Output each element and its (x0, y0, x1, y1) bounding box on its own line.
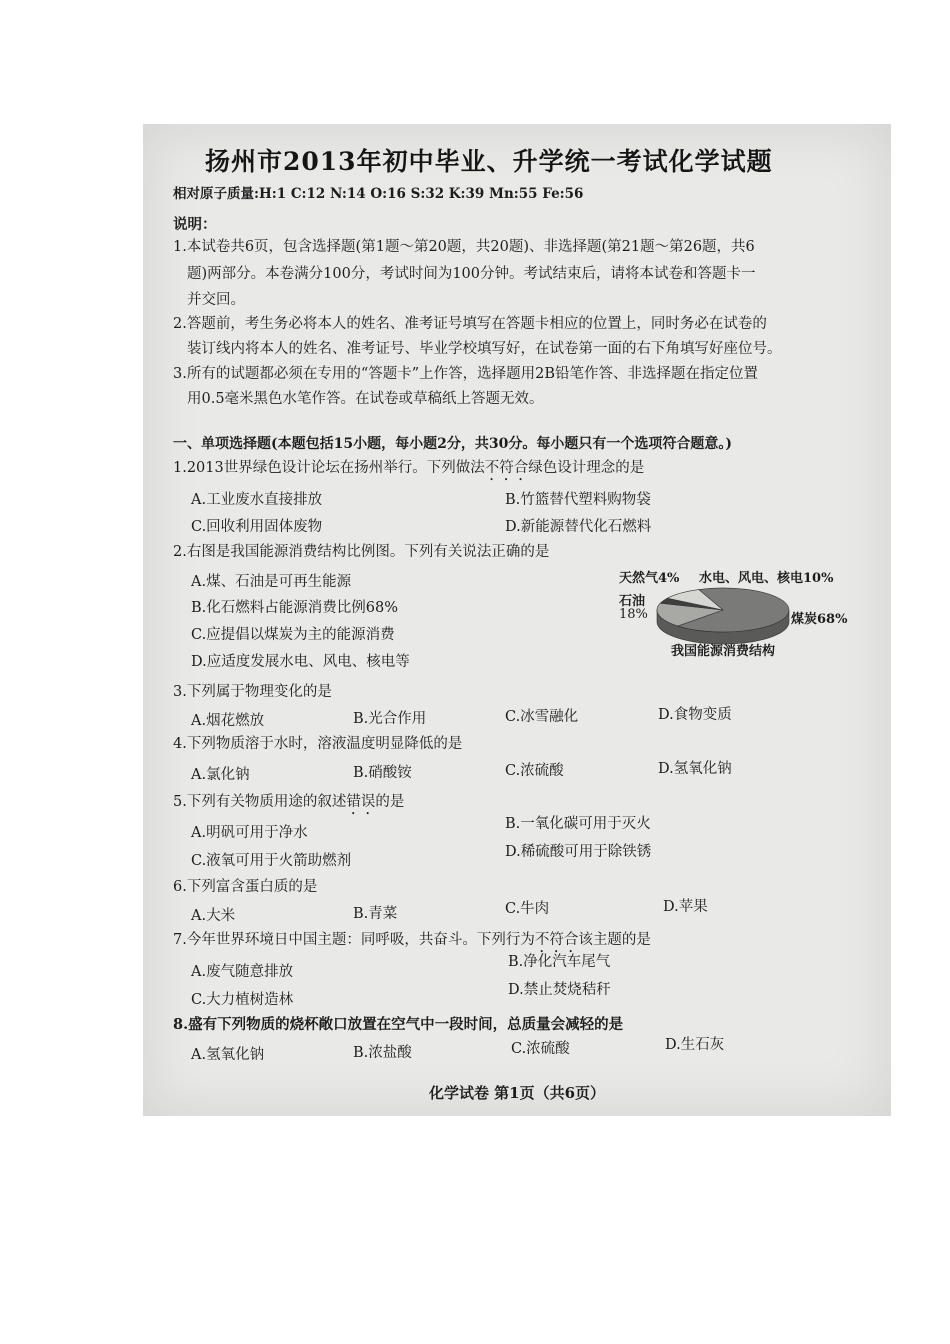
question-2-option-d: D.应适度发展水电、风电、核电等 (191, 654, 410, 670)
question-6-option-b: B.青菜 (353, 906, 398, 922)
exam-title: 扬州市2013年初中毕业、升学统一考试化学试题 (205, 147, 773, 176)
question-3-option-a: A.烟花燃放 (191, 713, 265, 729)
question-5-option-c: C.液氧可用于火箭助燃剂 (191, 853, 352, 869)
instruction-2-line-1: 2.答题前，考生务必将本人的姓名、准考证号填写在答题卡相应的位置上，同时务必在试卷的 (173, 316, 767, 332)
question-5-option-b: B.一氧化碳可用于灭火 (505, 816, 651, 832)
page-footer: 化学试卷 第1页（共6页） (428, 1084, 606, 1102)
question-6-stem: 6.下列富含蛋白质的是 (173, 879, 318, 895)
question-8-stem: 8.盛有下列物质的烧杯敞口放置在空气中一段时间，总质量会减轻的是 (173, 1016, 624, 1033)
instruction-1-line-1: 1.本试卷共6页，包含选择题(第1题～第20题，共20题)、非选择题(第21题～第26题，共6 (173, 239, 755, 255)
question-6-option-a: A.大米 (191, 908, 236, 924)
question-3-option-c: C.冰雪融化 (505, 709, 579, 725)
question-4-stem: 4.下列物质溶于水时，溶液温度明显降低的是 (173, 736, 463, 752)
question-8-option-a: A.氢氧化钠 (191, 1047, 265, 1063)
question-4-option-b: B.硝酸铵 (353, 765, 412, 781)
question-7-option-c: C.大力植树造林 (191, 992, 294, 1008)
chart-label-coal: 煤炭68% (791, 612, 848, 627)
instruction-1-line-3: 并交回。 (187, 292, 245, 308)
question-7-option-a: A.废气随意排放 (191, 964, 294, 980)
question-2-option-a: A.煤、石油是可再生能源 (191, 574, 352, 590)
question-8-option-b: B.浓盐酸 (353, 1045, 412, 1061)
question-1-option-b: B.竹篮替代塑料购物袋 (505, 492, 651, 508)
instruction-3-line-2: 用0.5毫米黑色水笔作答。在试卷或草稿纸上答题无效。 (187, 391, 544, 407)
instructions-heading: 说明： (173, 216, 217, 233)
section-1-heading: 一、单项选择题(本题包括15小题，每小题2分，共30分。每小题只有一个选项符合题意。) (173, 436, 732, 452)
instruction-2-line-2: 装订线内将本人的姓名、准考证号、毕业学校填写好，在试卷第一面的右下角填写好座位号。 (187, 341, 782, 357)
question-4-option-d: D.氢氧化钠 (658, 761, 732, 777)
instruction-3-line-1: 3.所有的试题都必须在专用的“答题卡”上作答，选择题用2B铅笔作答、非选择题在指定位置 (173, 366, 759, 382)
question-2-stem: 2.右图是我国能源消费结构比例图。下列有关说法正确的是 (173, 544, 550, 560)
question-7-option-d: D.禁止焚烧秸秆 (508, 982, 611, 998)
question-4-option-a: A.氯化钠 (191, 767, 250, 783)
atomic-masses: 相对原子质量:H:1 C:12 N:14 O:16 S:32 K:39 Mn:55 Fe:56 (173, 186, 584, 202)
question-5-stem: 5.下列有关物质用途的叙述错误的是 (173, 794, 405, 810)
question-5-option-a: A.明矾可用于净水 (191, 825, 308, 841)
question-6-option-d: D.苹果 (663, 899, 708, 915)
question-1-option-d: D.新能源替代化石燃料 (505, 519, 652, 535)
question-1-option-a: A.工业废水直接排放 (191, 492, 323, 508)
energy-pie-chart (653, 584, 793, 648)
question-7-option-b: B.净化汽车尾气 (508, 954, 611, 970)
chart-label-natural-gas: 天然气4% (619, 571, 680, 586)
question-1-stem: 1.2013世界绿色设计论坛在扬州举行。下列做法不符合绿色设计理念的是 (173, 460, 645, 476)
exam-paper (143, 124, 891, 1116)
chart-label-oil-name: 石油 (619, 594, 646, 609)
question-3-option-b: B.光合作用 (353, 711, 427, 727)
question-3-stem: 3.下列属于物理变化的是 (173, 684, 332, 700)
question-1-option-c: C.回收利用固体废物 (191, 519, 323, 535)
question-4-option-c: C.浓硫酸 (505, 763, 564, 779)
question-2-option-c: C.应提倡以煤炭为主的能源消费 (191, 627, 395, 643)
chart-title: 我国能源消费结构 (671, 644, 776, 659)
question-5-option-d: D.稀硫酸可用于除铁锈 (505, 844, 652, 860)
question-8-option-d: D.生石灰 (665, 1037, 725, 1053)
chart-label-oil-pct: 18% (619, 607, 648, 622)
chart-label-hydro-wind-nuclear: 水电、风电、核电10% (699, 571, 834, 586)
question-6-option-c: C.牛肉 (505, 901, 550, 917)
instruction-1-line-2: 题)两部分。本卷满分100分，考试时间为100分钟。考试结束后，请将本试卷和答题卡一 (187, 266, 756, 282)
question-7-stem: 7.今年世界环境日中国主题：同呼吸，共奋斗。下列行为不符合该主题的是 (173, 932, 651, 948)
question-8-option-c: C.浓硫酸 (511, 1041, 570, 1057)
question-3-option-d: D.食物变质 (658, 707, 732, 723)
question-2-option-b: B.化石燃料占能源消费比例68% (191, 600, 398, 616)
